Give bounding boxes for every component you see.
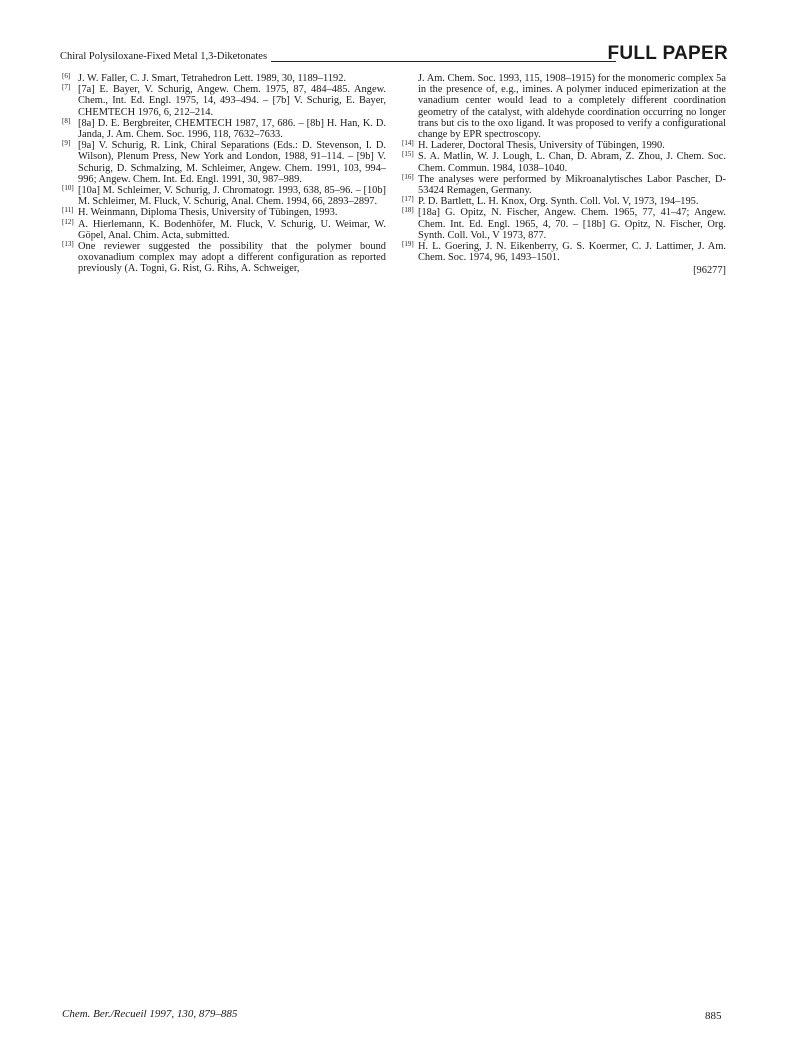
reference-7 <box>62 84 386 118</box>
reference-text: [10a] M. Schleimer, V. Schurig, J. Chromatogr. 1993, 638, 85–96. – [10b] M. Schleimer, M. Fluck, V. Schurig, Anal. Chem. 1994, 66, 2893–2897. <box>78 185 386 208</box>
running-header <box>60 44 728 66</box>
reference-text: H. L. Goering, J. N. Eikenberry, G. S. Koermer, C. J. Lattimer, J. Am. Chem. Soc. 1974, 96, 1493–1501. <box>418 241 726 264</box>
reference-text: The analyses were performed by Mikroanalytisches Labor Pascher, D-53424 Remagen, Germany. <box>418 173 726 197</box>
reference-number: [13] <box>62 240 74 249</box>
reference-text: A. Hierlemann, K. Bodenhöfer, M. Fluck, V. Schurig, U. Weimar, W. Göpel, Anal. Chim. Acta, submitted. <box>78 218 386 241</box>
reference-16 <box>402 174 726 196</box>
page-number: 885 <box>705 1010 722 1022</box>
manuscript-id: [96277] <box>693 265 726 277</box>
reference-number: [16] <box>402 172 414 181</box>
reference-13-continuation <box>402 73 726 140</box>
reference-10 <box>62 185 386 207</box>
reference-13 <box>62 241 386 275</box>
reference-number: [8] <box>62 116 71 125</box>
reference-number: [11] <box>62 206 74 215</box>
reference-number: [10] <box>62 184 74 193</box>
journal-citation: Chem. Ber./Recueil 1997, 130, 879–885 <box>62 1008 238 1020</box>
reference-17 <box>402 196 726 207</box>
reference-text: [9a] V. Schurig, R. Link, Chiral Separations (Eds.: D. Stevenson, I. D. Wilson), Plenum Press, New York and London, 1988, 91–114. – [9b] V. Schurig, D. Schmalzing, M. Schleimer, Angew. Chem. 1991, 103, 994–996; Angew. Chem. Int. Ed. Engl. 1991, 30, 987–989. <box>78 140 386 185</box>
section-label: FULL PAPER <box>607 43 728 64</box>
reference-text: J. Am. Chem. Soc. 1993, 115, 1908–1915) for the monomeric complex 5a in the presence of, e.g., imines. A polymer induced epimerization at the vanadium center would lead to a completely different coordination geometry of the catalyst, with aldehyde coordination occurring no longer trans but cis to the oxo ligand. It was proposed to verify a configurational change by EPR spectroscopy. <box>418 73 726 141</box>
reference-18 <box>402 207 726 241</box>
reference-text: J. W. Faller, C. J. Smart, Tetrahedron Lett. 1989, 30, 1189–1192. <box>78 73 347 84</box>
reference-text: [18a] G. Opitz, N. Fischer, Angew. Chem. 1965, 77, 41–47; Angew. Chem. Int. Ed. Engl. 1965, 4, 70. – [18b] G. Opitz, N. Fischer, Org. Synth. Coll. Vol., V 1973, 877. <box>418 207 726 241</box>
reference-number: [19] <box>402 240 414 249</box>
reference-text: [7a] E. Bayer, V. Schurig, Angew. Chem. 1975, 87, 484–485. Angew. Chem., Int. Ed. Engl. 1975, 14, 493–494. – [7b] V. Schurig, E. Bayer, CHEMTECH 1976, 6, 212–214. <box>78 84 386 118</box>
reference-9 <box>62 140 386 185</box>
reference-number: [15] <box>402 150 414 159</box>
running-title: Chiral Polysiloxane-Fixed Metal 1,3-Diketonates <box>60 51 271 62</box>
reference-number: [7] <box>62 83 71 92</box>
reference-number: [18] <box>402 206 414 215</box>
references-left-column <box>62 73 386 275</box>
reference-text: [8a] D. E. Bergbreiter, CHEMTECH 1987, 17, 686. – [8b] H. Han, K. D. Janda, J. Am. Chem. Soc. 1996, 118, 7632–7633. <box>78 117 386 141</box>
reference-19 <box>402 241 726 263</box>
reference-11 <box>62 207 386 218</box>
reference-6 <box>62 73 386 84</box>
reference-number: [6] <box>62 72 71 80</box>
reference-text: S. A. Matlin, W. J. Lough, L. Chan, D. Abram, Z. Zhou, J. Chem. Soc. Chem. Commun. 1984, 1038–1040. <box>418 151 726 174</box>
reference-number: [14] <box>402 139 414 148</box>
reference-text: P. D. Bartlett, L. H. Knox, Org. Synth. Coll. Vol. V, 1973, 194–195. <box>418 196 699 208</box>
reference-text: H. Weinmann, Diploma Thesis, University of Tübingen, 1993. <box>78 207 338 219</box>
reference-number: [12] <box>62 217 74 226</box>
reference-number: [9] <box>62 139 71 148</box>
reference-text: H. Laderer, Doctoral Thesis, University of Tübingen, 1990. <box>418 140 665 152</box>
reference-15 <box>402 151 726 173</box>
reference-number: [17] <box>402 195 414 204</box>
reference-14 <box>402 140 726 151</box>
reference-12 <box>62 219 386 241</box>
reference-text: One reviewer suggested the possibility that the polymer bound oxovanadium complex may adopt a different configuration as reported previously (A. Togni, G. Rist, G. Rihs, A. Schweiger, <box>78 241 386 275</box>
references-right-column <box>402 73 726 277</box>
reference-8 <box>62 118 386 140</box>
